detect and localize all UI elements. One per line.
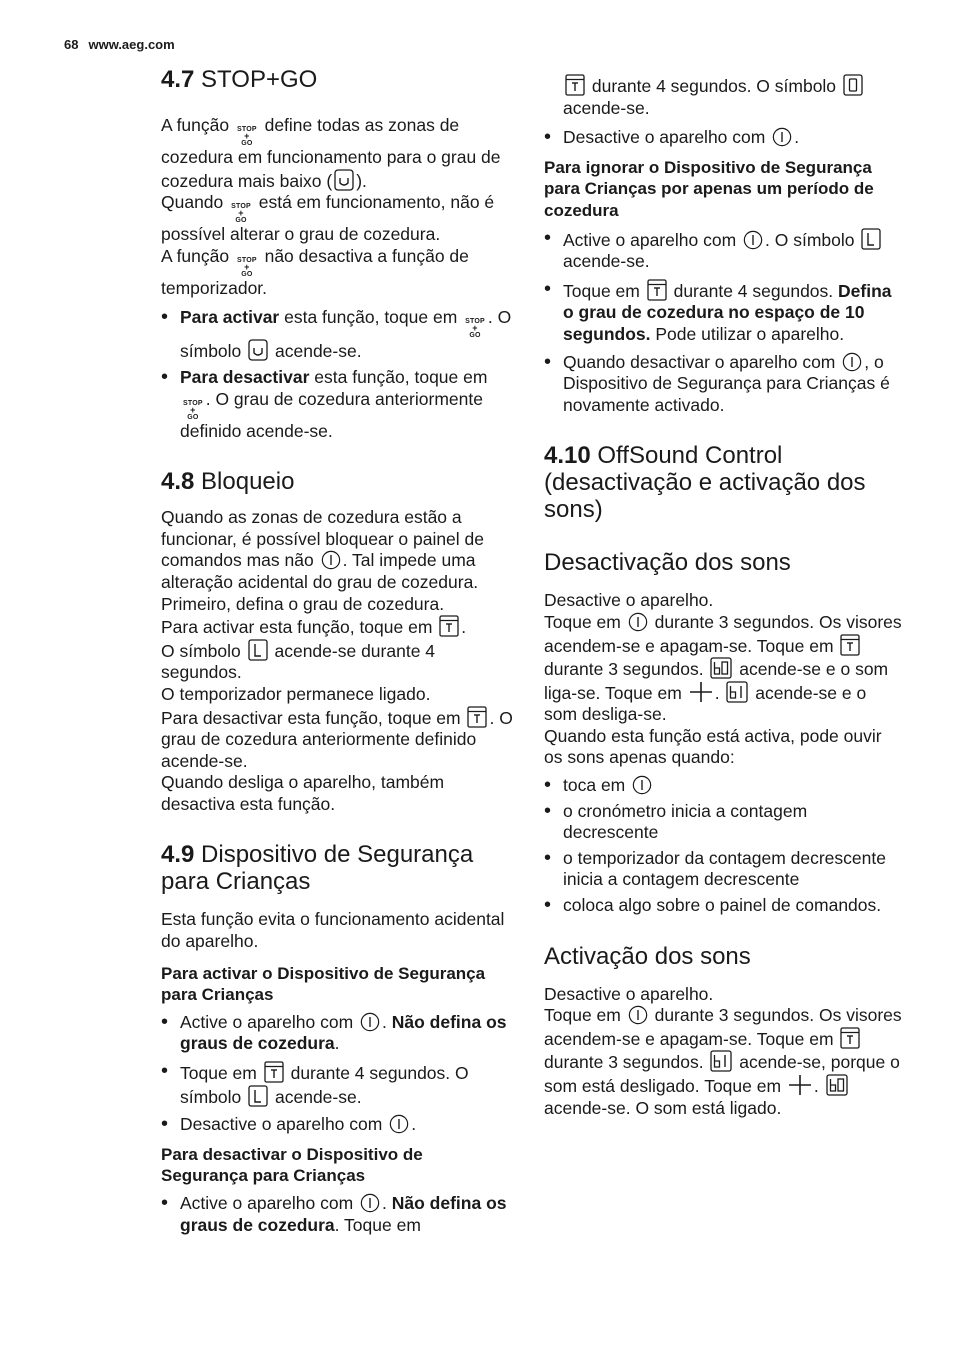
bloqueio-paragraph-5: O temporizador permanece ligado. bbox=[161, 683, 431, 704]
power-icon bbox=[842, 352, 862, 372]
plus-icon bbox=[788, 1074, 812, 1096]
subheading-deactivate-child-safety: Para desactivar o Dispositivo de Segurança para Crianças bbox=[161, 1144, 423, 1186]
list-item: • Active o aparelho com . O símbolo acende-se. bbox=[544, 228, 904, 273]
page-number: 68 bbox=[64, 37, 79, 52]
bloqueio-paragraph-1: Quando as zonas de cozedura estão a funcionar, é possível bloquear o painel de comandos mas não . Tal impede uma alteração acidental do grau de cozedura. bbox=[161, 507, 485, 592]
sound-off-paragraph-2: Toque em durante 3 segundos. Os visores acendem-se e apagam-se. Toque em durante 3 segundos. acende-se e o som liga-se. Toque em . acende-se e o som desliga-se. bbox=[544, 611, 902, 725]
power-icon bbox=[628, 1005, 648, 1025]
sound-off-paragraph-3: Quando esta função está activa, pode ouvir os sons apenas quando: bbox=[544, 725, 882, 768]
sound-off-paragraph-1: Desactive o aparelho. bbox=[544, 590, 714, 611]
power-icon bbox=[772, 127, 792, 147]
power-icon bbox=[321, 550, 341, 570]
lock-display-icon bbox=[861, 228, 881, 250]
power-icon bbox=[743, 230, 763, 250]
lock-icon bbox=[264, 1061, 284, 1083]
lock-icon bbox=[840, 1027, 860, 1049]
bloqueio-paragraph-7: Quando desliga o aparelho, também desactiva esta função. bbox=[161, 772, 445, 814]
stop-go-paragraph-3: A função STOP + GO não desactiva a função de temporizador. bbox=[161, 245, 469, 298]
stop-go-icon: STOP + GO bbox=[231, 203, 251, 225]
right-column bbox=[544, 74, 904, 1119]
heading-sound-off: Desactivação dos sons bbox=[544, 549, 791, 577]
lock-icon bbox=[565, 74, 585, 96]
list-item: • Desactive o aparelho com . bbox=[161, 1114, 513, 1136]
bloqueio-paragraph-3: Para activar esta função, toque em . bbox=[161, 617, 467, 638]
activate-child-safety-list bbox=[161, 1012, 513, 1136]
power-icon bbox=[360, 1193, 380, 1213]
power-icon bbox=[389, 1114, 409, 1134]
list-item: • Toque em durante 4 segundos. O símbolo acende-se. bbox=[161, 1061, 513, 1108]
lock-display-icon bbox=[248, 1085, 268, 1107]
sound-off-display-icon bbox=[710, 1050, 732, 1072]
heading-sound-on: Activação dos sons bbox=[544, 942, 751, 970]
subheading-activate-child-safety: Para activar o Dispositivo de Segurança para Crianças bbox=[161, 963, 486, 1005]
bloqueio-paragraph-4: O símbolo acende-se durante 4 segundos. bbox=[161, 640, 436, 683]
list-item: • Active o aparelho com . Não defina os graus de cozedura. bbox=[161, 1012, 513, 1055]
stop-go-paragraph-1: A função STOP + GO define todas as zonas de cozedura em funcionamento para o grau de cozedura mais baixo ( ). bbox=[161, 115, 501, 191]
stop-go-icon: STOP + GO bbox=[465, 318, 485, 340]
list-item: • toca em bbox=[544, 775, 904, 797]
page-header bbox=[64, 37, 175, 52]
list-item: • Para activar esta função, toque em STOP + GO . O símbolo acende-se. bbox=[161, 307, 513, 363]
list-item: • Active o aparelho com . Não defina os graus de cozedura. Toque em bbox=[161, 1193, 513, 1236]
stop-go-paragraph-2: Quando STOP + GO está em funcionamento, não é possível alterar o grau de cozedura. bbox=[161, 192, 495, 245]
list-item: • Desactive o aparelho com . bbox=[544, 127, 904, 149]
child-safety-intro: Esta função evita o funcionamento acidental do aparelho. bbox=[161, 909, 505, 952]
sound-on-paragraph-2: Toque em durante 3 segundos. Os visores acendem-se e apagam-se. Toque em durante 3 segundos. acende-se, porque o som está desligado. Toque em . acende-se. O som está ligado. bbox=[544, 1005, 902, 1118]
lock-icon bbox=[467, 706, 487, 728]
heading-child-safety: 4.9 Dispositivo de Segurança para Crianças bbox=[161, 841, 474, 896]
list-item: • Para desactivar esta função, toque em STOP + GO . O grau de cozedura anteriormente definido acende-se. bbox=[161, 367, 513, 442]
header-url: www.aeg.com bbox=[88, 37, 175, 52]
list-item: • o cronómetro inicia a contagem decrescente bbox=[544, 801, 904, 844]
override-child-safety-list bbox=[544, 228, 904, 417]
left-column bbox=[161, 66, 513, 1236]
subheading-override-child-safety: Para ignorar o Dispositivo de Segurança para Crianças por apenas um período de cozedura bbox=[544, 157, 874, 220]
lock-icon bbox=[647, 279, 667, 301]
heading-stop-go: 4.7 STOP+GO bbox=[161, 66, 318, 93]
lock-icon bbox=[840, 634, 860, 656]
list-item: • Toque em durante 4 segundos. Defina o grau de cozedura no espaço de 10 segundos. Pode utilizar o aparelho. bbox=[544, 279, 904, 346]
zero-display-icon bbox=[843, 74, 863, 96]
sound-on-paragraph-1: Desactive o aparelho. bbox=[544, 983, 714, 1004]
bloqueio-paragraph-2: Primeiro, defina o grau de cozedura. bbox=[161, 593, 445, 614]
stop-go-icon: STOP + GO bbox=[236, 126, 257, 147]
sound-conditions-list bbox=[544, 775, 904, 917]
plus-icon bbox=[689, 681, 713, 703]
pause-symbol-icon bbox=[334, 169, 354, 191]
bloqueio-paragraph-6: Para desactivar esta função, toque em . O grau de cozedura anteriormente definido acende-se. bbox=[161, 707, 513, 771]
power-icon bbox=[632, 775, 652, 795]
list-item: • coloca algo sobre o painel de comandos. bbox=[544, 895, 904, 917]
sound-on-display-icon bbox=[826, 1074, 848, 1096]
power-icon bbox=[628, 612, 648, 632]
lock-display-icon bbox=[248, 639, 268, 661]
list-item-continued: • durante 4 segundos. O símbolo acende-se. bbox=[544, 74, 904, 119]
lock-icon bbox=[439, 615, 459, 637]
deactivate-child-safety-list-continued bbox=[544, 74, 904, 149]
deactivate-child-safety-list bbox=[161, 1193, 513, 1236]
stop-go-icon: STOP + GO bbox=[183, 399, 203, 421]
power-icon bbox=[360, 1012, 380, 1032]
pause-symbol-icon bbox=[248, 339, 268, 361]
list-item: • Quando desactivar o aparelho com , o Dispositivo de Segurança para Crianças é novamente activado. bbox=[544, 352, 904, 417]
stop-go-list bbox=[161, 307, 513, 442]
heading-offsound-control: 4.10 OffSound Control (desactivação e activação dos sons) bbox=[544, 442, 866, 524]
stop-go-icon: STOP + GO bbox=[236, 256, 257, 278]
sound-on-display-icon bbox=[710, 657, 732, 679]
heading-bloqueio: 4.8 Bloqueio bbox=[161, 468, 295, 496]
sound-off-display-icon bbox=[726, 681, 748, 703]
list-item: • o temporizador da contagem decrescente inicia a contagem decrescente bbox=[544, 848, 904, 891]
